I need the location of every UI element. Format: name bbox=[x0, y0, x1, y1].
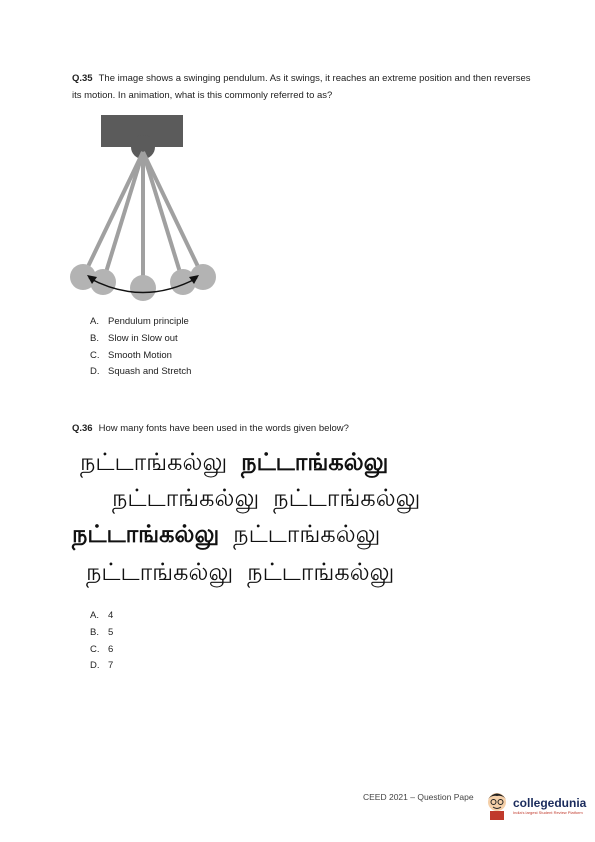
student-avatar-icon bbox=[484, 790, 510, 820]
tamil-word: நட்டாங்கல்லு bbox=[247, 560, 395, 586]
option-a[interactable]: A. 4 bbox=[90, 610, 114, 621]
question-number: Q.36 bbox=[72, 423, 93, 434]
tamil-word: நட்டாங்கல்லு bbox=[112, 486, 260, 512]
option-a[interactable]: A. Pendulum principle bbox=[90, 316, 189, 327]
question-number: Q.35 bbox=[72, 73, 93, 84]
option-b[interactable]: B. 5 bbox=[90, 626, 114, 638]
question-36 bbox=[72, 420, 532, 437]
option-c[interactable]: C. Smooth Motion bbox=[90, 349, 172, 361]
tamil-line-2 bbox=[112, 484, 434, 515]
question-text: The image shows a swinging pendulum. As it swings, it reaches an extreme position and then reverses its motion. In animation, what is this commonly referred to as? bbox=[72, 73, 531, 101]
question-35 bbox=[72, 70, 532, 104]
tamil-word: நட்டாங்கல்லு bbox=[241, 449, 389, 476]
tamil-line-3 bbox=[72, 520, 394, 551]
option-c[interactable]: C. 6 bbox=[90, 643, 114, 655]
question-text: How many fonts have been used in the words given below? bbox=[98, 423, 349, 434]
option-b[interactable]: B. Slow in Slow out bbox=[90, 332, 178, 344]
tamil-word: நட்டாங்கல்லு bbox=[80, 448, 228, 476]
tamil-word: நட்டாங்கல்லு bbox=[86, 558, 234, 586]
collegedunia-logo bbox=[484, 790, 586, 820]
tamil-word: நட்டாங்கல்லு bbox=[273, 484, 421, 512]
tamil-word: நட்டாங்கல்லு bbox=[233, 520, 381, 548]
option-d[interactable]: D. Squash and Stretch bbox=[90, 366, 192, 378]
tamil-line-4 bbox=[86, 558, 408, 589]
option-d[interactable]: D. 7 bbox=[90, 660, 114, 672]
logo-tagline: India's largest Student Review Platform bbox=[513, 809, 583, 815]
logo-text: collegedunia bbox=[513, 795, 587, 810]
tamil-line-1 bbox=[80, 448, 402, 479]
tamil-word: நட்டாங்கல்லு bbox=[72, 521, 220, 548]
options-36 bbox=[90, 608, 113, 675]
options-35 bbox=[90, 314, 191, 381]
pendulum-figure bbox=[65, 112, 225, 307]
pendulum-strings bbox=[83, 152, 203, 288]
footer-text: CEED 2021 – Question Pape bbox=[363, 792, 474, 802]
